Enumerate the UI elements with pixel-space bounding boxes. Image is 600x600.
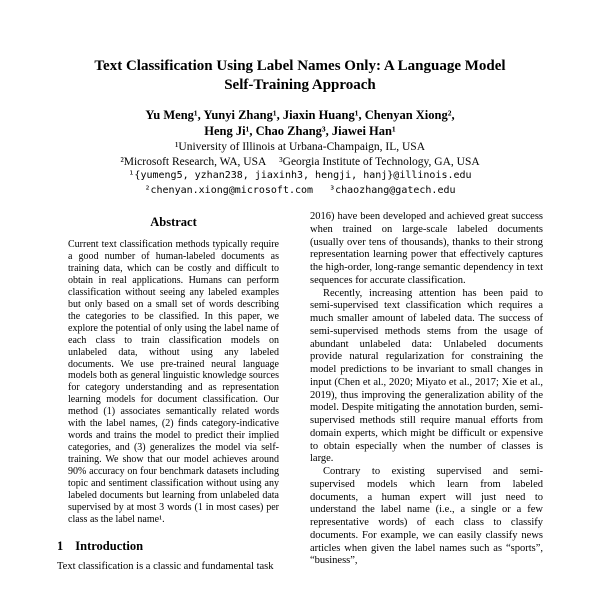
email-line1: ¹{yumeng5, yzhan238, jiaxinh3, hengji, hanj}@illinois.edu — [128, 170, 472, 181]
affiliation-line1: ¹University of Illinois at Urbana-Champaign, IL, USA — [174, 141, 425, 153]
section-1-heading — [57, 539, 290, 554]
section-1-title: Introduction — [75, 538, 144, 553]
right-paragraph-3: Contrary to existing supervised and semi-supervised models which learn from labeled documents, a human expert will just need to understand the label name (i.e., a single or a few representative words) of each class to classify documents. For example, we can easily classify news articles when given the label names such as “sports”, “business”, — [310, 466, 543, 567]
author-line1: Yu Meng¹, Yunyi Zhang¹, Jiaxin Huang¹, Chenyan Xiong², — [145, 108, 455, 122]
abstract-text: Current text classification methods typically require a good number of human-labeled documents as training data, which can be costly and difficult to obtain in real applications. Humans can perform classification without seeing any labeled examples but only based on a small set of words describing the categories to be classified. In this paper, we explore the potential of only using the label name of each class to train classification models on unlabeled data, without using any labeled documents. We use pre-trained neural language models both as general linguistic knowledge sources for category understanding and as representation learning models for document classification. Our method (1) associates semantically related words with the label names, (2) finds category-indicative words and trains the model to predict their implied categories, and (3) generalizes the model via self-training. We show that our model achieves around 90% accuracy on four benchmark datasets including topic and sentiment classification without using any labeled documents but learning from unlabeled data supervised by at most 3 words (1 in most cases) per class as the label name¹. — [68, 239, 279, 525]
paper-title-line2: Self-Training Approach — [224, 77, 376, 93]
email-line2 — [0, 184, 600, 199]
affiliations — [0, 140, 600, 169]
author-list — [0, 107, 600, 139]
author-emails — [0, 169, 600, 198]
two-column-body — [0, 198, 600, 574]
affiliation-gatech: ³Georgia Institute of Technology, GA, USA — [279, 155, 480, 168]
right-paragraph-2: Recently, increasing attention has been paid to semi-supervised text classification which requires a much smaller amount of labeled data. The success of semi-supervised methods stems from the usage of abundant unlabeled data: Unlabeled documents provide natural regularization for constraining the model predictions to be invariant to small changes in input (Chen et al., 2020; Miyato et al., 2017; Xie et al., 2019), thus improving the generalization ability of the model. Despite mitigating the annotation burden, semi-supervised methods still require manual efforts from domain experts, which might be difficult or expensive to obtain especially when the number of classes is large. — [310, 287, 543, 465]
paper-title-line1: Text Classification Using Label Names Only: A Language Model — [94, 58, 506, 74]
right-paragraph-1: 2016) have been developed and achieved great success when trained on large-scale labeled documents (usually over tens of thousands), thanks to their strong representation learning power that effectively captures the high-order, long-range semantic dependency in text sequences for accurate classification. — [310, 211, 543, 286]
section-1-number: 1 — [57, 538, 64, 553]
author-line2: Heng Ji¹, Chao Zhang³, Jiawei Han¹ — [204, 124, 396, 138]
left-column — [57, 211, 290, 574]
right-column — [310, 211, 543, 574]
paper-title — [70, 57, 530, 95]
affiliation-microsoft: ²Microsoft Research, WA, USA — [120, 155, 267, 168]
introduction-paragraph: Text classification is a classic and fundamental task — [57, 560, 274, 572]
email-gatech: ³chaozhang@gatech.edu — [329, 184, 456, 196]
abstract-heading: Abstract — [150, 215, 197, 229]
affiliation-line2 — [0, 155, 600, 170]
paper-header — [0, 0, 600, 198]
email-microsoft: ²chenyan.xiong@microsoft.com — [144, 184, 314, 196]
